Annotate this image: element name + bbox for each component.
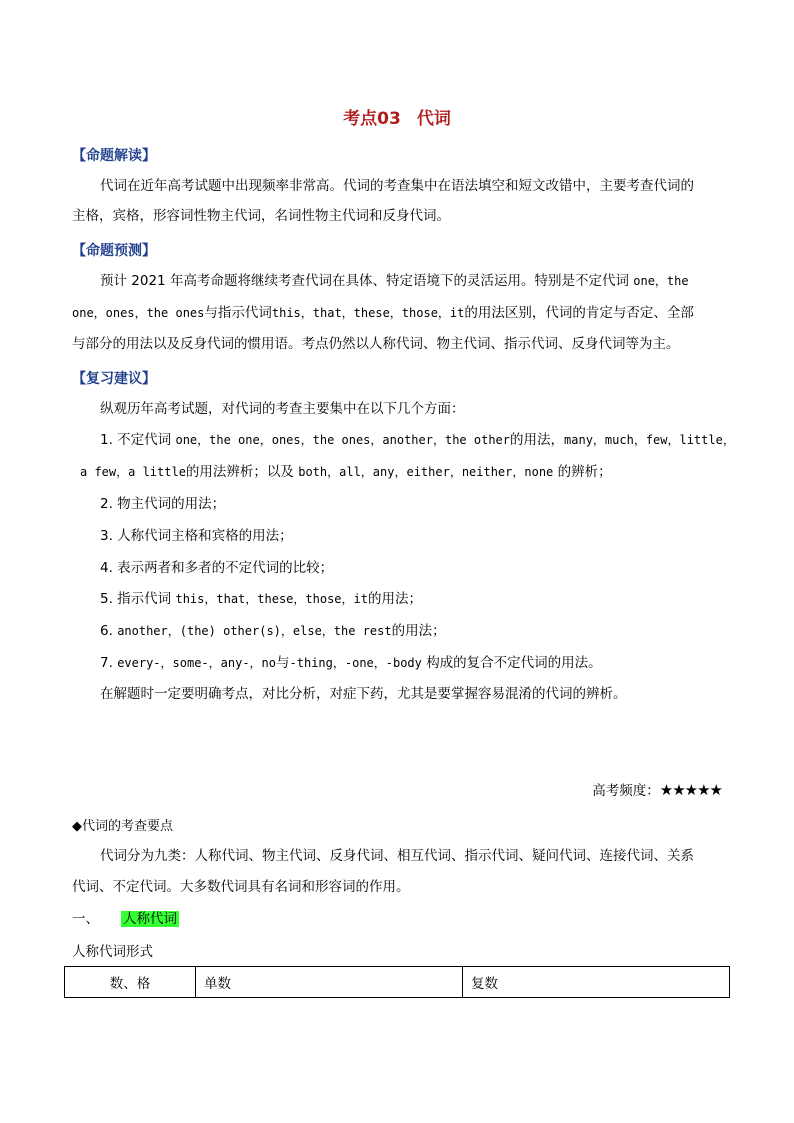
- list-item-continued: a few，a little的用法辨析；以及 both，all，any，either，neither，none 的辨析；: [80, 464, 612, 480]
- paragraph-line: 代词在近年高考试题中出现频率非常高。代词的考查集中在语法填空和短文改错中，主要考查代词的: [100, 178, 694, 194]
- subsection-heading: 一、 人称代词: [72, 911, 177, 927]
- paragraph-line: 与部分的用法以及反身代词的惯用语。考点仍然以人称代词、物主代词、指示代词、反身代词等为主。: [72, 336, 680, 352]
- paragraph-line: 代词分为九类：人称代词、物主代词、反身代词、相互代词、指示代词、疑问代词、连接代词、关系: [100, 848, 694, 864]
- section-heading-suggestions: 【复习建议】: [72, 371, 156, 387]
- frequency-rating: [592, 780, 722, 801]
- star-icon: ★★★★★: [659, 781, 722, 799]
- page-title: [0, 104, 794, 129]
- paragraph-line: 纵观历年高考试题，对代词的考查主要集中在以下几个方面：: [100, 401, 465, 417]
- title-number: 考点03: [343, 109, 401, 129]
- paragraph-line: one，ones，the ones与指示代词this，that，these，those，it的用法区别，代词的肯定与否定、全部: [72, 305, 694, 321]
- highlighted-title: 人称代词: [123, 911, 177, 927]
- frequency-label: 高考频度：: [592, 783, 660, 799]
- table-header-cell: 数、格: [65, 967, 196, 998]
- title-topic: 代词: [416, 109, 451, 129]
- points-heading: ◆代词的考查要点: [72, 819, 173, 834]
- paragraph-line: 主格，宾格，形容词性物主代词，名词性物主代词和反身代词。: [72, 208, 450, 224]
- table-header-cell: 复数: [463, 967, 730, 998]
- section-heading-prediction: 【命题预测】: [72, 243, 156, 259]
- table-caption: 人称代词形式: [72, 944, 153, 960]
- list-item: 7. every-，some-，any-，no与-thing，-one，-body 构成的复合不定代词的用法。: [100, 655, 602, 671]
- paragraph-line: 在解题时一定要明确考点，对比分析，对症下药，尤其是要掌握容易混淆的代词的辨析。: [100, 686, 627, 702]
- paragraph-line: 预计 2021 年高考命题将继续考查代词在具体、特定语境下的灵活运用。特别是不定代词 one，the: [100, 273, 689, 289]
- table-header-cell: 单数: [196, 967, 463, 998]
- list-item: 2. 物主代词的用法；: [100, 496, 226, 512]
- list-item: 4. 表示两者和多者的不定代词的比较；: [100, 560, 334, 576]
- table-header-row: [65, 967, 730, 998]
- paragraph-line: 代词、不定代词。大多数代词具有名词和形容词的作用。: [72, 879, 410, 895]
- list-item: 3. 人称代词主格和宾格的用法；: [100, 528, 293, 544]
- pronoun-table: [64, 966, 730, 998]
- list-item: 5. 指示代词 this，that，these，those，it的用法；: [100, 591, 422, 607]
- list-item: 6. another，(the) other(s)，else，the rest的用法；: [100, 623, 446, 639]
- section-heading-interpretation: 【命题解读】: [72, 148, 156, 164]
- list-item: 1. 不定代词 one，the one，ones，the ones，another，the other的用法，many，much，few，little，: [100, 432, 735, 448]
